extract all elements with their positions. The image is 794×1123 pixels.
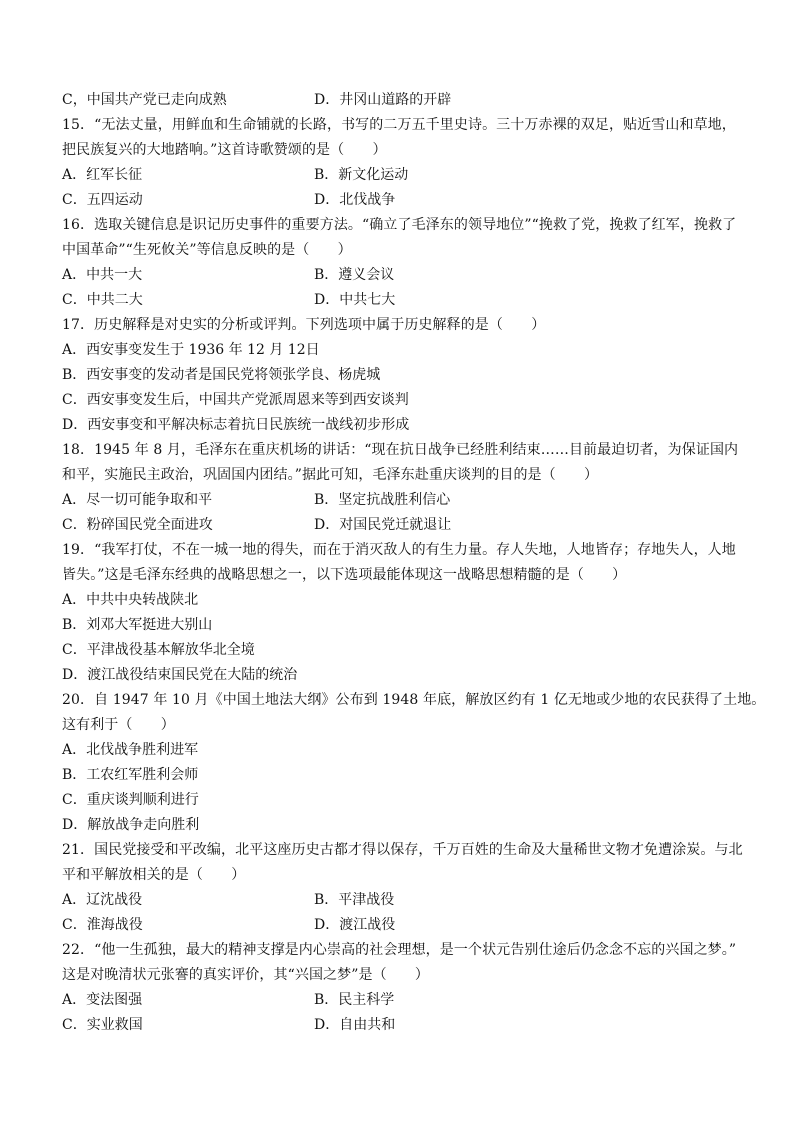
q18-stem-line-2: 和平，实施民主政治，巩固国内团结。”据此可知，毛泽东赴重庆谈判的目的是（ ） — [62, 467, 599, 483]
q19-option-a: A．中共中央转战陕北 — [62, 592, 199, 608]
exam-page — [62, 88, 766, 1038]
q22-option-d: D．自由共和 — [314, 1017, 396, 1033]
q18-option-d: D．对国民党迁就退让 — [314, 517, 452, 533]
q15-options-row-2 — [62, 188, 742, 213]
q21-option-d: D．渡江战役 — [314, 917, 396, 933]
q14-options-row — [62, 88, 742, 113]
q15-option-b: B．新文化运动 — [314, 167, 409, 183]
q18-stem-line-1: 18．1945 年 8 月，毛泽东在重庆机场的讲话：“现在抗日战争已经胜利结束……目前最迫切者，为保证国内 — [62, 442, 739, 458]
q19-option-d: D．渡江战役结束国民党在大陆的统治 — [62, 667, 298, 683]
q19-option-b: B．刘邓大军挺进大别山 — [62, 617, 213, 633]
q15-stem-line-2: 把民族复兴的大地踏响。”这首诗歌赞颂的是（ ） — [62, 142, 387, 158]
q17-option-b: B．西安事变的发动者是国民党将领张学良、杨虎城 — [62, 367, 381, 383]
q20-option-c: C．重庆谈判顺利进行 — [62, 792, 199, 808]
q19-option-c: C．平津战役基本解放华北全境 — [62, 642, 255, 658]
q21-options-row-1 — [62, 888, 742, 913]
q17-option-a: A．西安事变发生于 1936 年 12 月 12日 — [62, 342, 320, 358]
q19-stem-line-1: 19．“我军打仗，不在一城一地的得失，而在于消灭敌人的有生力量。存人失地，人地皆存；存地失人，人地 — [62, 542, 736, 558]
q16-option-a: A．中共一大 — [62, 267, 143, 283]
q22-stem-line-2: 这是对晚清状元张謇的真实评价，其“兴国之梦”是（ ） — [62, 967, 430, 983]
q20-stem-line-2: 这有利于（ ） — [62, 717, 175, 733]
q16-option-b: B．遵义会议 — [314, 267, 395, 283]
q22-options-row-2 — [62, 1013, 742, 1038]
q15-option-c: C．五四运动 — [62, 192, 143, 208]
q15-stem-line-1: 15．“无法丈量，用鲜血和生命铺就的长路，书写的二万五千里史诗。三十万赤裸的双足，贴近雪山和草地， — [62, 117, 736, 133]
q20-option-b: B．工农红军胜利会师 — [62, 767, 199, 783]
q21-stem-line-2: 平和平解放相关的是（ ） — [62, 867, 246, 883]
q16-options-row-1 — [62, 263, 742, 288]
q15-options-row-1 — [62, 163, 742, 188]
q18-option-b: B．坚定抗战胜利信心 — [314, 492, 451, 508]
q16-stem-line-2: 中国革命”“生死攸关”等信息反映的是（ ） — [62, 242, 352, 258]
q16-options-row-2 — [62, 288, 742, 313]
q17-option-d: D．西安事变和平解决标志着抗日民族统一战线初步形成 — [62, 417, 410, 433]
q14-option-d: D．井冈山道路的开辟 — [314, 92, 452, 108]
q20-option-d: D．解放战争走向胜利 — [62, 817, 200, 833]
q16-option-d: D．中共七大 — [314, 292, 396, 308]
q21-option-a: A．辽沈战役 — [62, 892, 143, 908]
q21-option-c: C．淮海战役 — [62, 917, 143, 933]
q17-option-c: C．西安事变发生后，中国共产党派周恩来等到西安谈判 — [62, 392, 409, 408]
q22-stem-line-1: 22．“他一生孤独，最大的精神支撑是内心崇高的社会理想，是一个状元告别仕途后仍念念不忘的兴国之梦。” — [62, 942, 737, 958]
q20-option-a: A．北伐战争胜利进军 — [62, 742, 199, 758]
q22-option-b: B．民主科学 — [314, 992, 395, 1008]
q21-stem-line-1: 21．国民党接受和平改编，北平这座历史古都才得以保存，千万百姓的生命及大量稀世文物才免遭涂炭。与北 — [62, 842, 743, 858]
q15-option-a: A．红军长征 — [62, 167, 143, 183]
q14-option-c: C，中国共产党已走向成熟 — [62, 92, 227, 108]
q21-option-b: B．平津战役 — [314, 892, 395, 908]
q16-option-c: C．中共二大 — [62, 292, 143, 308]
q22-options-row-1 — [62, 988, 742, 1013]
q22-option-c: C．实业救国 — [62, 1017, 143, 1033]
q18-option-c: C．粉碎国民党全面进攻 — [62, 517, 213, 533]
q16-stem-line-1: 16．选取关键信息是识记历史事件的重要方法。“确立了毛泽东的领导地位”“挽救了党，挽救了红军，挽救了 — [62, 217, 737, 233]
q15-option-d: D．北伐战争 — [314, 192, 396, 208]
q18-options-row-2 — [62, 513, 742, 538]
q18-options-row-1 — [62, 488, 742, 513]
q22-option-a: A．变法图强 — [62, 992, 143, 1008]
q17-stem-line-1: 17．历史解释是对史实的分析或评判。下列选项中属于历史解释的是（ ） — [62, 317, 546, 333]
q20-stem-line-1: 20．自 1947 年 10 月《中国土地法大纲》公布到 1948 年底，解放区约有 1 亿无地或少地的农民获得了土地。 — [62, 692, 766, 708]
q19-stem-line-2: 皆失。”这是毛泽东经典的战略思想之一，以下选项最能体现这一战略思想精髓的是（ ） — [62, 567, 627, 583]
q21-options-row-2 — [62, 913, 742, 938]
q18-option-a: A．尽一切可能争取和平 — [62, 492, 213, 508]
